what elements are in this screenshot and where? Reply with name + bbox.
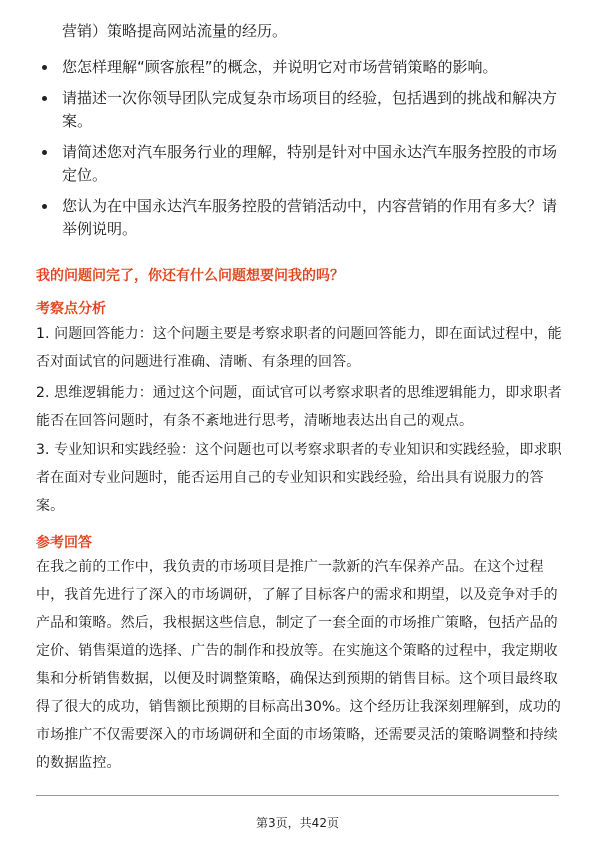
page-number: 第3页，共42页 — [256, 816, 339, 830]
analysis-heading: 考察点分析 — [36, 301, 106, 317]
footer-divider — [36, 795, 559, 796]
list-item-text: 请简述您对汽车服务行业的理解，特别是针对中国永达汽车服务控股的市场定位。 — [62, 143, 558, 184]
question-heading: 我的问题问完了，你还有什么问题想要问我的吗？ — [36, 268, 344, 284]
list-item — [38, 87, 558, 133]
list-item — [38, 195, 558, 241]
bullet-icon — [42, 204, 47, 209]
analysis-item-1: 1. 问题回答能力：这个问题主要是考察求职者的问题回答能力，即在面试过程中，能否对面试官的问题进行准确、清晰、有条理的回答。 — [36, 326, 562, 370]
list-item-text: 您认为在中国永达汽车服务控股的营销活动中，内容营销的作用有多大？请举例说明。 — [62, 197, 558, 238]
analysis-item-2: 2. 思维逻辑能力：通过这个问题，面试官可以考察求职者的思维逻辑能力，即求职者能否在回答问题时，有条不紊地进行思考，清晰地表达出自己的观点。 — [36, 385, 562, 429]
bullet-icon — [42, 65, 47, 70]
analysis-item-3: 3. 专业知识和实践经验：这个问题也可以考察求职者的专业知识和实践经验，即求职者在面对专业问题时，能否运用自己的专业知识和实践经验，给出具有说服力的答案。 — [36, 442, 562, 514]
list-item-text: 请描述一次你领导团队完成复杂市场项目的经验，包括遇到的挑战和解决方案。 — [62, 89, 558, 130]
bullet-icon — [42, 150, 47, 155]
list-item — [38, 56, 558, 79]
list-item — [38, 141, 558, 187]
bullet-icon — [42, 96, 47, 101]
answer-paragraph: 在我之前的工作中，我负责的市场项目是推广一款新的汽车保养产品。在这个过程中，我首先进行了深入的市场调研，了解了目标客户的需求和期望，以及竞争对手的产品和策略。然后，我根据这些信息，制定了一套全面的市场推广策略，包括产品的定价、销售渠道的选择、广告的制作和投放等。在实施这个策略的过程中，我定期收集和分析销售数据，以便及时调整策略，确保达到预期的销售目标。这个项目最终取得了很大的成功，销售额比预期的目标高出30%。这个经历让我深刻理解到，成功的市场推广不仅需要深入的市场调研和全面的市场策略，还需要灵活的策略调整和持续的数据监控。 — [36, 559, 561, 771]
question-list — [38, 56, 558, 249]
answer-heading: 参考回答 — [36, 535, 92, 551]
continuation-text: 营销）策略提高网站流量的经历。 — [62, 22, 288, 40]
list-item-text: 您怎样理解“顾客旅程”的概念，并说明它对市场营销策略的影响。 — [62, 58, 498, 76]
